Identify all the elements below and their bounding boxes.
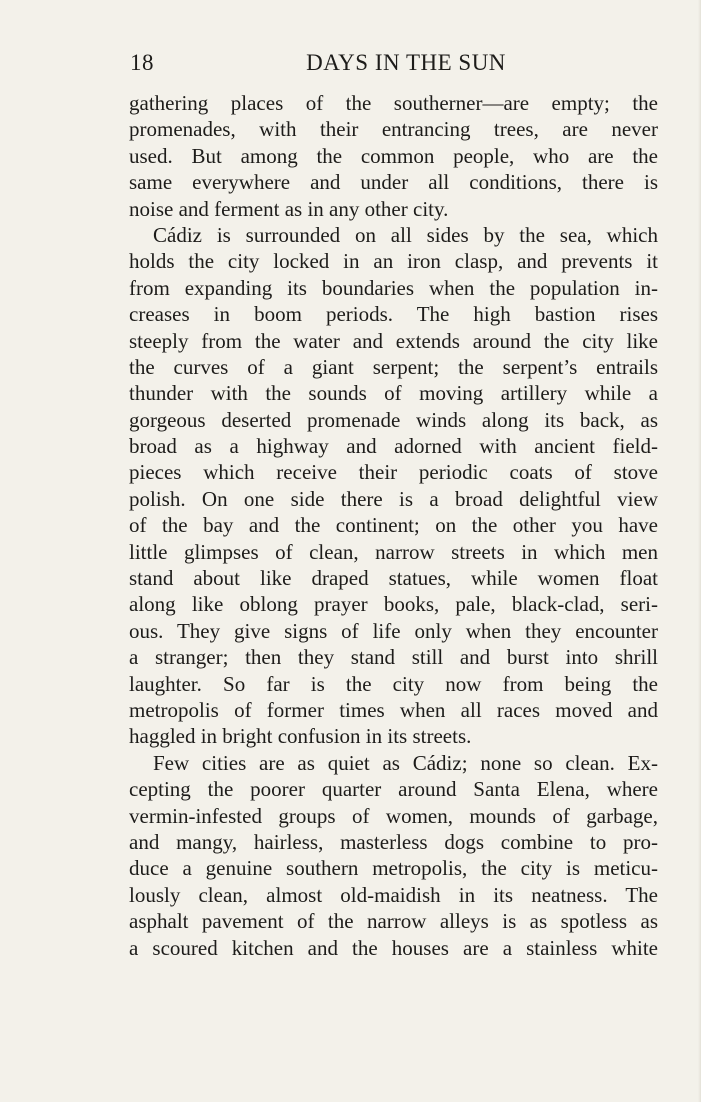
text-line: Cádiz is surrounded on all sides by the sea, which [153,222,658,247]
text-line: Few cities are as quiet as Cádiz; none so clean. Ex- [153,750,658,775]
text-line: broad as a highway and adorned with ancient field- [129,434,658,459]
text-line: vermin-infested groups of women, mounds of garbage, [129,803,658,828]
text-line: laughter. So far is the city now from being the [129,671,658,696]
page-header [130,50,658,84]
text-line: polish. On one side there is a broad delightful view [129,486,658,511]
text-line: cepting the poorer quarter around Santa Elena, where [129,777,658,802]
text-line: duce a genuine southern metropolis, the city is meticu- [129,856,658,881]
text-line: a stranger; then they stand still and burst into shrill [129,645,658,670]
text-line: ous. They give signs of life only when they encounter [129,618,658,643]
text-line: noise and ferment as in any other city. [129,196,449,221]
text-line: creases in boom periods. The high bastion rises [129,302,658,327]
text-line: from expanding its boundaries when the population in- [129,275,658,300]
text-line: steeply from the water and extends around the city like [129,328,658,353]
text-line: gathering places of the southerner—are empty; the [129,91,658,115]
text-line: and mangy, hairless, masterless dogs combine to pro- [129,829,658,854]
text-line: little glimpses of clean, narrow streets in which men [129,539,658,564]
text-line: along like oblong prayer books, pale, black-clad, seri- [129,592,658,617]
text-line: gorgeous deserted promenade winds along its back, as [129,407,658,432]
running-title: DAYS IN THE SUN [306,50,506,75]
text-line: of the bay and the continent; on the other you have [129,513,658,538]
text-line: same everywhere and under all conditions, there is [129,170,658,195]
body-text [129,90,658,961]
text-line: pieces which receive their periodic coats of stove [129,460,658,485]
text-line: metropolis of former times when all races moved and [129,697,658,722]
text-line: stand about like draped statues, while women float [129,566,658,591]
text-line: used. But among the common people, who are the [129,143,658,168]
text-line: lously clean, almost old-maidish in its neatness. The [129,882,658,907]
text-line: thunder with the sounds of moving artillery while a [129,381,658,406]
text-line: a scoured kitchen and the houses are a stainless white [129,935,658,960]
text-line: holds the city locked in an iron clasp, and prevents it [129,249,658,274]
text-line: asphalt pavement of the narrow alleys is as spotless as [129,909,658,934]
page-number: 18 [130,50,154,75]
text-line: promenades, with their entrancing trees, are never [129,117,658,142]
text-line: the curves of a giant serpent; the serpent’s entrails [129,354,658,379]
text-line: haggled in bright confusion in its streets. [129,724,472,749]
